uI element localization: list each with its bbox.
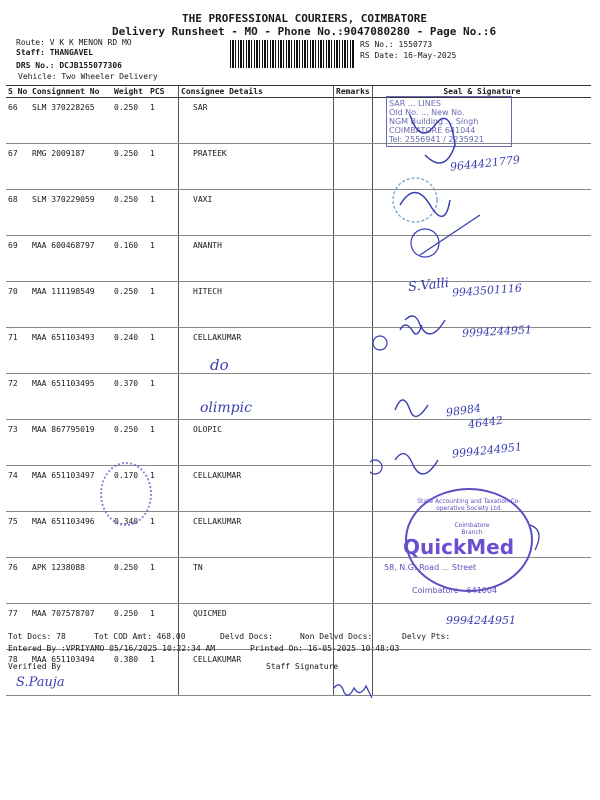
cell-pcs: 1: [148, 328, 179, 374]
cell-weight: 0.250: [112, 558, 148, 604]
cell-consignment: MAA 867795019: [30, 420, 112, 466]
stamp-line: COIMBATORE 641044: [389, 126, 476, 135]
col-sno: S No: [6, 86, 30, 98]
cell-remarks: [334, 604, 373, 650]
barcode: [230, 40, 354, 68]
cell-pcs: 1: [148, 420, 179, 466]
col-consignee: Consignee Details: [179, 86, 334, 98]
vehicle-label: Vehicle: Two Wheeler Delivery: [18, 72, 158, 81]
cell-sno: 72: [6, 374, 30, 420]
cell-weight: 0.250: [112, 420, 148, 466]
handwritten-phone: 9994244951: [461, 323, 533, 340]
cell-weight: 0.240: [112, 328, 148, 374]
cell-pcs: 1: [148, 466, 179, 512]
handwritten-note: do: [210, 356, 229, 374]
handwritten-phone: 9994244951: [446, 614, 516, 627]
handwritten-phone: 98984: [445, 401, 482, 420]
cell-pcs: 1: [148, 650, 179, 696]
non-delivered-docs: Non Delvd Docs:: [300, 632, 373, 641]
printed-on: Printed On: 16-05-2025 10:48:03: [250, 644, 400, 653]
handwritten-phone: 9644421779: [449, 153, 521, 174]
company-title: THE PROFESSIONAL COURIERS, COIMBATORE: [182, 12, 428, 25]
cell-remarks: [334, 144, 373, 190]
seal-branch: Coimbatore Branch: [454, 522, 490, 536]
col-weight: Weight: [112, 86, 148, 98]
rs-date: RS Date: 16-May-2025: [360, 51, 457, 60]
total-cod: Tot COD Amt: 468.00: [94, 632, 186, 641]
seal-ring-text: State Accounting and Taxation Co-operative Society Ltd.: [417, 498, 521, 512]
cell-remarks: [334, 420, 373, 466]
cell-consignee: QUICMED: [179, 604, 334, 650]
stamp-line: Tel: 2556941 / 2235921: [389, 135, 484, 144]
cell-consignee: ANANTH: [179, 236, 334, 282]
rs-number: RS No.: 1550773: [360, 40, 433, 49]
cell-sno: 71: [6, 328, 30, 374]
cell-consignee: SAR: [179, 98, 334, 144]
delivery-points: Delvy Pts:: [402, 632, 451, 641]
cell-pcs: 1: [148, 98, 179, 144]
cell-pcs: 1: [148, 558, 179, 604]
drs-number: DRS No.: DCJB155077306: [16, 61, 122, 70]
verifier-signature: S.Pauja: [16, 675, 65, 690]
handwritten-note: olimpic: [200, 400, 252, 416]
cell-pcs: 1: [148, 282, 179, 328]
cell-weight: 0.340: [112, 512, 148, 558]
cell-consignment: MAA 651103497: [30, 466, 112, 512]
cell-weight: 0.250: [112, 190, 148, 236]
cell-remarks: [334, 98, 373, 144]
cell-consignee: TN: [179, 558, 334, 604]
quickmed-logo: QuickMed: [403, 535, 515, 559]
route-label: Route: V K K MENON RD MO: [16, 38, 132, 47]
col-seal: Seal & Signature: [372, 86, 591, 98]
col-remarks: Remarks: [334, 86, 373, 98]
seal-city: Coimbatore - 641004: [412, 586, 498, 595]
cell-weight: 0.370: [112, 374, 148, 420]
cell-remarks: [334, 512, 373, 558]
cell-weight: 0.250: [112, 604, 148, 650]
cell-remarks: [334, 190, 373, 236]
cell-consignment: APK 1238088: [30, 558, 112, 604]
cell-sno: 70: [6, 282, 30, 328]
cell-consignment: MAA 600468797: [30, 236, 112, 282]
cell-pcs: 1: [148, 144, 179, 190]
cell-sno: 75: [6, 512, 30, 558]
cell-consignee: HITECH: [179, 282, 334, 328]
cell-sno: 77: [6, 604, 30, 650]
cell-sno: 68: [6, 190, 30, 236]
cell-remarks: [334, 374, 373, 420]
cell-consignment: MAA 651103496: [30, 512, 112, 558]
cell-consignee: VAXI: [179, 190, 334, 236]
delivered-docs: Delvd Docs:: [220, 632, 273, 641]
cell-consignment: MAA 651103495: [30, 374, 112, 420]
cell-consignee: CELLAKUMAR: [179, 466, 334, 512]
cell-sno: 67: [6, 144, 30, 190]
handwritten-signature: S.Valli: [407, 275, 450, 296]
ink-stamp: [100, 462, 152, 526]
cell-remarks: [334, 236, 373, 282]
staff-signature: [330, 676, 380, 702]
cell-consignment: SLM 370229059: [30, 190, 112, 236]
cell-consignment: MAA 651103494: [30, 650, 112, 696]
cell-weight: 0.250: [112, 282, 148, 328]
handwritten-phone: 46442: [467, 413, 504, 432]
cell-weight: 0.380: [112, 650, 148, 696]
col-pcs: PCS: [148, 86, 179, 98]
cell-consignment: MAA 651103493: [30, 328, 112, 374]
cell-consignee: PRATEEK: [179, 144, 334, 190]
total-docs: Tot Docs: 78: [8, 632, 66, 641]
cell-remarks: [334, 282, 373, 328]
cell-sno: 69: [6, 236, 30, 282]
cell-consignee: OLOPIC: [179, 420, 334, 466]
cell-pcs: 1: [148, 374, 179, 420]
cell-sno: 74: [6, 466, 30, 512]
stamp-line: NGM Building ... Singh: [389, 117, 479, 126]
handwritten-phone: 9994244951: [451, 440, 523, 461]
cell-sno: 66: [6, 98, 30, 144]
cell-pcs: 1: [148, 512, 179, 558]
cell-weight: 0.250: [112, 144, 148, 190]
cell-seal: [372, 650, 591, 696]
cell-sno: 73: [6, 420, 30, 466]
cell-remarks: [334, 558, 373, 604]
cell-consignment: SLM 370228265: [30, 98, 112, 144]
stamp-line: SAR ... LINES: [389, 99, 441, 108]
table-row: [6, 650, 591, 696]
cell-consignee: CELLAKUMAR: [179, 650, 334, 696]
cell-pcs: 1: [148, 190, 179, 236]
cell-weight: 0.250: [112, 98, 148, 144]
col-consignment: Consignment No: [30, 86, 112, 98]
cell-consignee: CELLAKUMAR: [179, 328, 334, 374]
cell-consignment: RMG 2009187: [30, 144, 112, 190]
staff-signature-label: Staff Signature: [266, 662, 339, 671]
seal-address: 58, N.G. Road ... Street: [384, 563, 477, 572]
entered-by: Entered By :VPRIYAMO 05/16/2025 10:22:34 AM: [8, 644, 216, 653]
cell-weight: 0.170: [112, 466, 148, 512]
cell-sno: 76: [6, 558, 30, 604]
cell-consignee: CELLAKUMAR: [179, 512, 334, 558]
stamp-line: Old No. ... New No.: [389, 108, 465, 117]
runsheet-title: Delivery Runsheet - MO - Phone No.:9047080280 - Page No.:6: [112, 25, 497, 38]
cell-pcs: 1: [148, 236, 179, 282]
cell-weight: 0.160: [112, 236, 148, 282]
cell-remarks: [334, 466, 373, 512]
verified-by-label: Verified By: [8, 662, 61, 671]
cell-pcs: 1: [148, 604, 179, 650]
cell-sno: 78: [6, 650, 30, 696]
cell-remarks: [334, 328, 373, 374]
cell-consignment: MAA 707578707: [30, 604, 112, 650]
staff-label: Staff: THANGAVEL: [16, 48, 94, 57]
cell-consignment: MAA 111198549: [30, 282, 112, 328]
handwritten-phone: 9943501116: [451, 281, 523, 300]
